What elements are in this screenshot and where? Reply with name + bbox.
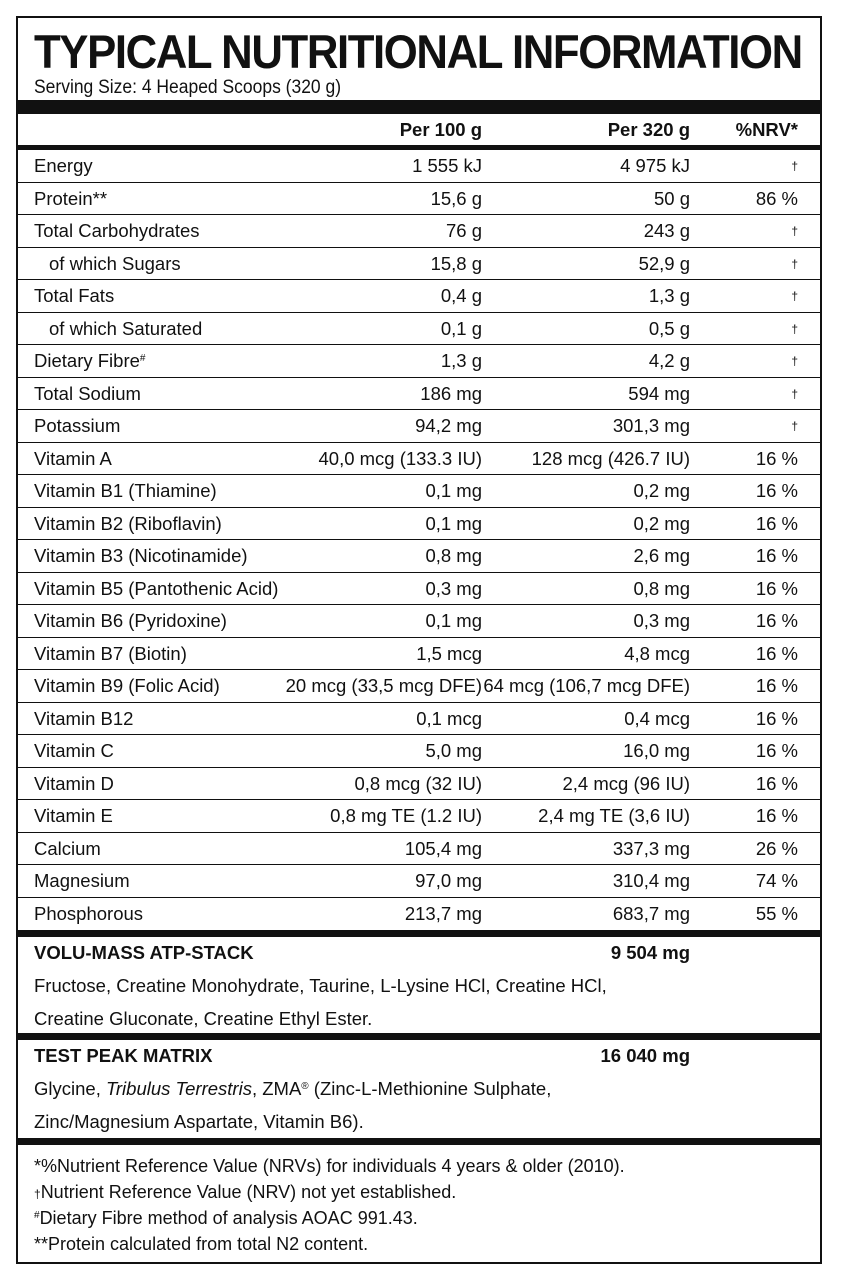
nutrient-name	[34, 703, 133, 735]
nutrient-name-text: Energy	[34, 155, 93, 176]
test-peak-ingredients-line2: Zinc/Magnesium Aspartate, Vitamin B6).	[34, 1111, 364, 1132]
nrv-value: †	[791, 321, 798, 336]
per-100g-value: 20 mcg (33,5 mcg DFE)	[285, 675, 482, 696]
header-nrv: %NRV*	[735, 119, 798, 140]
nutrient-name-text: Phosphorous	[34, 902, 144, 924]
nutrient-name	[34, 800, 113, 832]
per-320g-value: 0,5 g	[648, 317, 690, 339]
per-100g-value: 105,4 mg	[404, 837, 482, 859]
table-row	[18, 670, 820, 703]
nutrient-name	[34, 183, 107, 215]
atp-stack-title: VOLU-MASS ATP-STACK	[34, 942, 254, 963]
nutrient-name	[34, 768, 114, 800]
nutrient-name-text: Vitamin A	[34, 447, 112, 469]
nutrient-name	[34, 508, 222, 540]
nrv-value: 16 %	[755, 642, 798, 664]
nrv-value: †	[791, 419, 798, 433]
nutrient-name-text: Vitamin E	[34, 805, 113, 826]
per-320g-value: 310,4 mg	[612, 870, 690, 891]
nutrient-name-text: Calcium	[34, 837, 101, 859]
nrv-value: 16 %	[755, 740, 798, 761]
table-row	[18, 573, 820, 606]
nrv-value: 16 %	[755, 480, 798, 501]
footnote-marker: #	[139, 353, 146, 364]
atp-divider	[18, 1033, 820, 1040]
per-100g-value: 186 mg	[420, 382, 482, 404]
nutrient-name	[34, 638, 187, 670]
title-divider	[18, 100, 820, 114]
test-peak-amount: 16 040 mg	[600, 1045, 690, 1066]
test-peak-ingredients-line1	[34, 1074, 551, 1104]
nrv-value: 86 %	[755, 187, 798, 209]
nutrient-name-text: Total Sodium	[34, 382, 141, 404]
nutrient-name	[34, 833, 101, 865]
nutrient-name	[34, 865, 130, 897]
test-peak-line1-d: (Zinc-L-Methionine Sulphate,	[308, 1078, 552, 1099]
table-row	[18, 280, 820, 313]
nutrient-name-text: Vitamin C	[34, 740, 114, 761]
nutrient-name	[34, 150, 93, 182]
per-100g-value: 76 g	[445, 220, 482, 241]
nutrient-name	[34, 898, 143, 930]
per-320g-value: 128 mcg (426.7 IU)	[531, 447, 690, 469]
per-100g-value: 1,5 mcg	[416, 642, 482, 664]
test-peak-line1-a: Glycine,	[34, 1078, 106, 1099]
nutrient-name-text: Vitamin B6 (Pyridoxine)	[34, 610, 227, 631]
nutrient-name	[34, 670, 220, 702]
footnote-fibre-text: Dietary Fibre method of analysis AOAC 991.43.	[39, 1208, 418, 1228]
per-100g-value: 0,1 mg	[425, 512, 482, 534]
test-peak-divider	[18, 1138, 820, 1145]
nutrient-name	[34, 605, 227, 637]
nutrient-name-text: Total Fats	[34, 285, 115, 306]
table-row	[18, 313, 820, 346]
per-100g-value: 0,3 mg	[425, 577, 482, 599]
test-peak-title: TEST PEAK MATRIX	[34, 1045, 213, 1066]
per-320g-value: 4,2 g	[648, 350, 690, 371]
nutrient-name	[34, 540, 248, 572]
nutrient-name-text: Vitamin D	[34, 772, 114, 794]
nrv-value: 16 %	[755, 772, 798, 794]
per-320g-value: 4,8 mcg	[624, 642, 690, 664]
footnote-dagger-text: Nutrient Reference Value (NRV) not yet established.	[40, 1182, 457, 1202]
nrv-value: 16 %	[755, 707, 798, 729]
per-320g-value: 2,6 mg	[633, 545, 690, 566]
nutrient-name	[34, 735, 114, 767]
nrv-value: 16 %	[755, 577, 798, 599]
per-320g-value: 0,2 mg	[633, 480, 690, 501]
nrv-value: 55 %	[755, 902, 798, 924]
nrv-value: †	[791, 224, 798, 238]
table-row	[18, 540, 820, 573]
nutrient-name	[49, 248, 181, 280]
table-row	[18, 378, 820, 411]
atp-stack-ingredients-line1: Fructose, Creatine Monohydrate, Taurine, L-Lysine HCl, Creatine HCl,	[34, 975, 607, 996]
nutrient-name-text: Vitamin B7 (Biotin)	[34, 642, 187, 664]
nutrient-name-text: Vitamin B1 (Thiamine)	[34, 480, 217, 501]
nutrient-name	[34, 280, 114, 312]
nutrient-name	[34, 410, 120, 442]
footnote-protein: **Protein calculated from total N2 content.	[34, 1234, 369, 1254]
nutrient-name	[34, 378, 141, 410]
nrv-value: 16 %	[755, 545, 798, 566]
table-row	[18, 898, 820, 931]
nutrient-name-text: Potassium	[34, 415, 121, 436]
per-100g-value: 0,1 mg	[425, 610, 482, 631]
per-100g-value: 1 555 kJ	[412, 155, 482, 176]
nrv-value: †	[791, 289, 798, 303]
per-100g-value: 40,0 mcg (133.3 IU)	[318, 447, 482, 469]
nutrient-name-text: Vitamin B12	[34, 707, 134, 729]
per-100g-value: 1,3 g	[440, 350, 482, 371]
nrv-value: †	[791, 386, 798, 401]
footnote-dagger	[34, 1180, 456, 1206]
per-320g-value: 64 mcg (106,7 mcg DFE)	[483, 675, 690, 696]
per-320g-value: 52,9 g	[638, 252, 690, 274]
table-row	[18, 800, 820, 833]
per-320g-value: 301,3 mg	[612, 415, 690, 436]
table-row	[18, 475, 820, 508]
per-100g-value: 0,1 mcg	[416, 707, 482, 729]
nutrient-name-text: Vitamin B2 (Riboflavin)	[34, 512, 222, 534]
table-row	[18, 865, 820, 898]
nutrient-name-text: Magnesium	[34, 870, 130, 891]
per-320g-value: 337,3 mg	[612, 837, 690, 859]
per-100g-value: 213,7 mg	[404, 902, 482, 924]
per-320g-value: 50 g	[653, 187, 690, 209]
nutrient-name	[49, 313, 202, 345]
test-peak-line1-c: , ZMA	[251, 1078, 302, 1099]
fibre-mark: #	[34, 1210, 40, 1221]
registered-mark: ®	[301, 1081, 309, 1092]
per-320g-value: 594 mg	[628, 382, 690, 404]
table-row	[18, 183, 820, 216]
per-320g-value: 0,4 mcg	[624, 707, 690, 729]
table-row	[18, 443, 820, 476]
per-320g-value: 0,8 mg	[633, 577, 690, 599]
table-row	[18, 703, 820, 736]
nrv-value: †	[791, 256, 798, 271]
atp-stack-ingredients-line2: Creatine Gluconate, Creatine Ethyl Ester.	[34, 1008, 373, 1029]
table-row	[18, 150, 820, 183]
per-320g-value: 4 975 kJ	[620, 155, 690, 176]
nutrient-name-text: Protein**	[34, 187, 108, 209]
table-row	[18, 410, 820, 443]
test-peak-section	[18, 1040, 820, 1136]
per-100g-value: 0,1 mg	[425, 480, 482, 501]
footnote-nrv: *%Nutrient Reference Value (NRVs) for individuals 4 years & older (2010).	[34, 1156, 625, 1176]
nrv-value: 16 %	[755, 512, 798, 534]
nutrient-name	[34, 215, 200, 247]
per-100g-value: 0,8 mcg (32 IU)	[354, 772, 482, 794]
nutrient-name	[34, 345, 145, 377]
nutrient-name-text: Vitamin B9 (Folic Acid)	[34, 675, 220, 696]
header-per-100g: Per 100 g	[399, 119, 482, 140]
nutrient-name-text: Vitamin B5 (Pantothenic Acid)	[34, 577, 279, 599]
per-320g-value: 0,3 mg	[633, 610, 690, 631]
table-row	[18, 345, 820, 378]
per-320g-value: 2,4 mg TE (3,6 IU)	[538, 805, 690, 826]
nutrient-name	[34, 443, 112, 475]
nrv-value: 74 %	[755, 870, 798, 891]
atp-stack-section	[18, 937, 820, 1033]
nutrient-name	[34, 475, 217, 507]
table-row	[18, 215, 820, 248]
nrv-value: 16 %	[755, 610, 798, 631]
panel-title: TYPICAL NUTRITIONAL INFORMATION	[34, 25, 802, 78]
dagger-mark: †	[34, 1187, 41, 1201]
per-320g-value: 243 g	[643, 220, 690, 241]
per-100g-value: 94,2 mg	[415, 415, 482, 436]
nutrient-name-text: of which Saturated	[49, 317, 203, 339]
per-100g-value: 97,0 mg	[415, 870, 482, 891]
per-100g-value: 0,8 mg TE (1.2 IU)	[330, 805, 482, 826]
per-320g-value: 0,2 mg	[633, 512, 690, 534]
table-row	[18, 605, 820, 638]
table-row	[18, 833, 820, 866]
atp-stack-amount: 9 504 mg	[610, 942, 690, 963]
table-end-divider	[18, 930, 820, 937]
per-320g-value: 2,4 mcg (96 IU)	[562, 772, 690, 794]
table-row	[18, 508, 820, 541]
nutrient-name	[34, 573, 278, 605]
per-320g-value: 16,0 mg	[623, 740, 690, 761]
per-100g-value: 15,6 g	[430, 187, 482, 209]
nrv-value: 16 %	[755, 447, 798, 469]
per-100g-value: 15,8 g	[430, 252, 482, 274]
header-per-320g: Per 320 g	[607, 119, 690, 140]
per-100g-value: 0,8 mg	[425, 545, 482, 566]
table-row	[18, 768, 820, 801]
test-peak-line1-italic: Tribulus Terrestris	[105, 1078, 252, 1099]
per-320g-value: 683,7 mg	[612, 902, 690, 924]
nrv-value: 16 %	[755, 805, 798, 826]
nrv-value: †	[791, 159, 798, 173]
nutrient-name-text: Total Carbohydrates	[34, 220, 200, 241]
per-100g-value: 0,4 g	[440, 285, 482, 306]
nutrient-name-text: Vitamin B3 (Nicotinamide)	[34, 545, 248, 566]
nrv-value: 16 %	[755, 675, 798, 696]
per-100g-value: 5,0 mg	[425, 740, 482, 761]
footnote-fibre	[34, 1206, 418, 1230]
table-header	[18, 114, 820, 146]
nrv-value: 26 %	[755, 837, 798, 859]
nutrition-panel	[16, 16, 822, 1264]
nutrient-name-text: of which Sugars	[49, 252, 181, 274]
per-320g-value: 1,3 g	[648, 285, 690, 306]
serving-size: Serving Size: 4 Heaped Scoops (320 g)	[34, 77, 342, 98]
table-row	[18, 638, 820, 671]
table-row	[18, 248, 820, 281]
nrv-value: †	[791, 354, 798, 368]
per-100g-value: 0,1 g	[440, 317, 482, 339]
nutrient-name-text: Dietary Fibre	[34, 350, 140, 371]
table-row	[18, 735, 820, 768]
